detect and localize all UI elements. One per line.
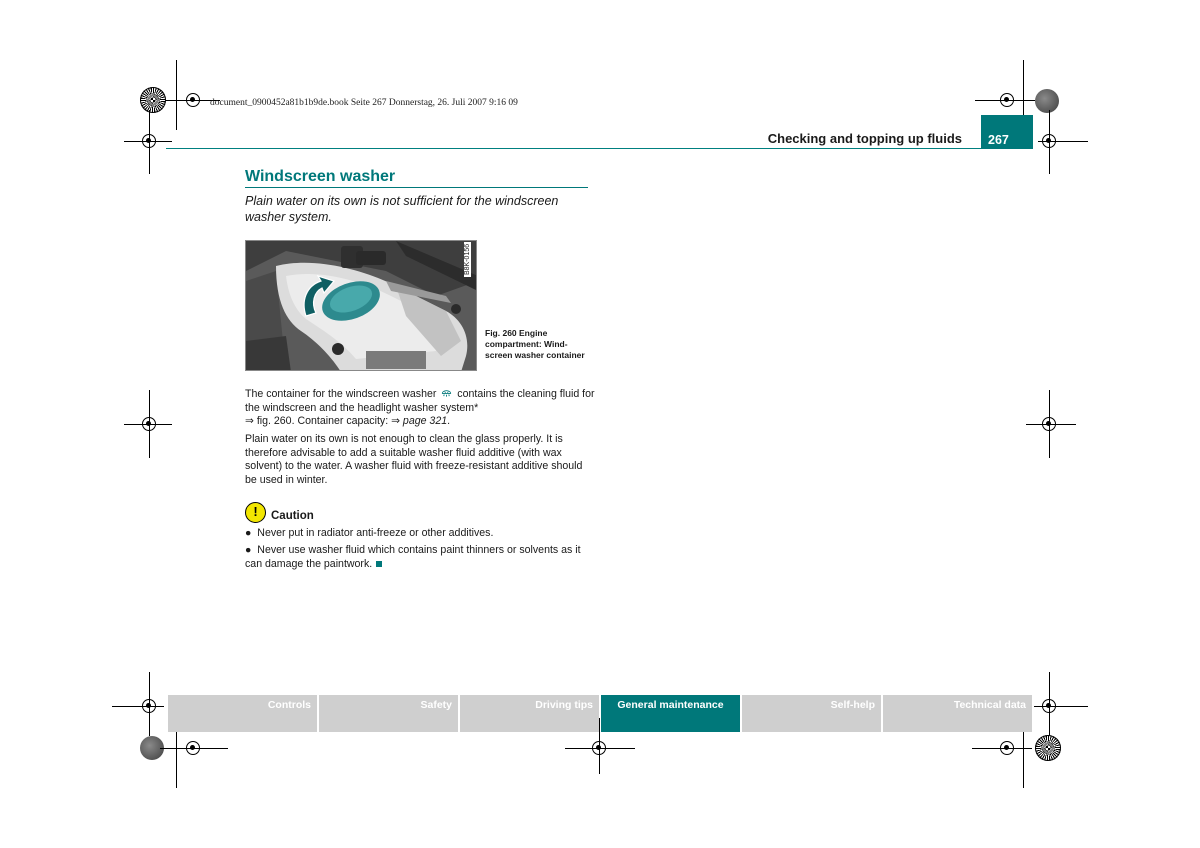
caution-item bbox=[245, 527, 595, 541]
caution-item bbox=[245, 544, 595, 571]
section-intro: Plain water on its own is not sufficient for the windscreen washer system. bbox=[245, 194, 559, 224]
tab-general-maintenance[interactable]: General maintenance bbox=[601, 695, 740, 732]
tab-technical-data[interactable]: Technical data bbox=[883, 695, 1032, 732]
section-rule bbox=[245, 187, 588, 188]
paragraph-plain-water: Plain water on its own is not enough to clean the glass properly. It is therefore advisable to add a suitable washer fluid additive (with wax solvent) to the water. A washer fluid with freeze-resistant additive should be used in winter. bbox=[245, 433, 583, 486]
print-slug: document_0900452a81b1b9de.book Seite 267 Donnerstag, 26. Juli 2007 9:16 09 bbox=[210, 98, 518, 108]
tab-self-help[interactable]: Self-help bbox=[742, 695, 881, 732]
header-rule bbox=[166, 148, 981, 149]
bullet-icon: ● bbox=[245, 527, 258, 539]
caution-item-text: Never put in radiator anti-freeze or other additives. bbox=[257, 527, 494, 539]
chapter-title: Checking and topping up fluids bbox=[767, 131, 962, 146]
figure-code bbox=[463, 244, 475, 278]
caution-icon: ! bbox=[245, 502, 266, 523]
p1-end: . bbox=[447, 415, 451, 427]
caution-title: Caution bbox=[271, 510, 314, 522]
figure-code-text: B8K-0156 bbox=[464, 243, 471, 275]
page-link[interactable]: page 321 bbox=[402, 415, 448, 427]
section-title: Windscreen washer bbox=[245, 168, 396, 185]
figure-reference: ⇒ fig. 260. Container capacity: ⇒ bbox=[245, 415, 400, 427]
page-number: 267 bbox=[981, 115, 1033, 149]
p1-text-b: contains the cleaning fluid for the windscreen and the headlight washer system* bbox=[245, 388, 595, 414]
section-end-icon bbox=[376, 561, 382, 567]
tab-driving-tips[interactable]: Driving tips bbox=[460, 695, 599, 732]
tab-safety[interactable]: Safety bbox=[319, 695, 458, 732]
paragraph-container bbox=[245, 387, 595, 429]
chapter-nav bbox=[168, 695, 1032, 732]
washer-fluid-icon bbox=[441, 387, 452, 398]
engine-compartment-illustration bbox=[246, 241, 477, 371]
bullet-icon: ● bbox=[245, 544, 258, 556]
figure-caption: Fig. 260 Engine compartment: Wind-screen washer container bbox=[485, 328, 585, 360]
p1-text-a: The container for the windscreen washer bbox=[245, 388, 437, 400]
engine-compartment-image bbox=[245, 240, 477, 371]
tab-controls[interactable]: Controls bbox=[168, 695, 317, 732]
caution-item-text: Never use washer fluid which contains paint thinners or solvents as it can damage the paintwork. bbox=[245, 544, 581, 570]
